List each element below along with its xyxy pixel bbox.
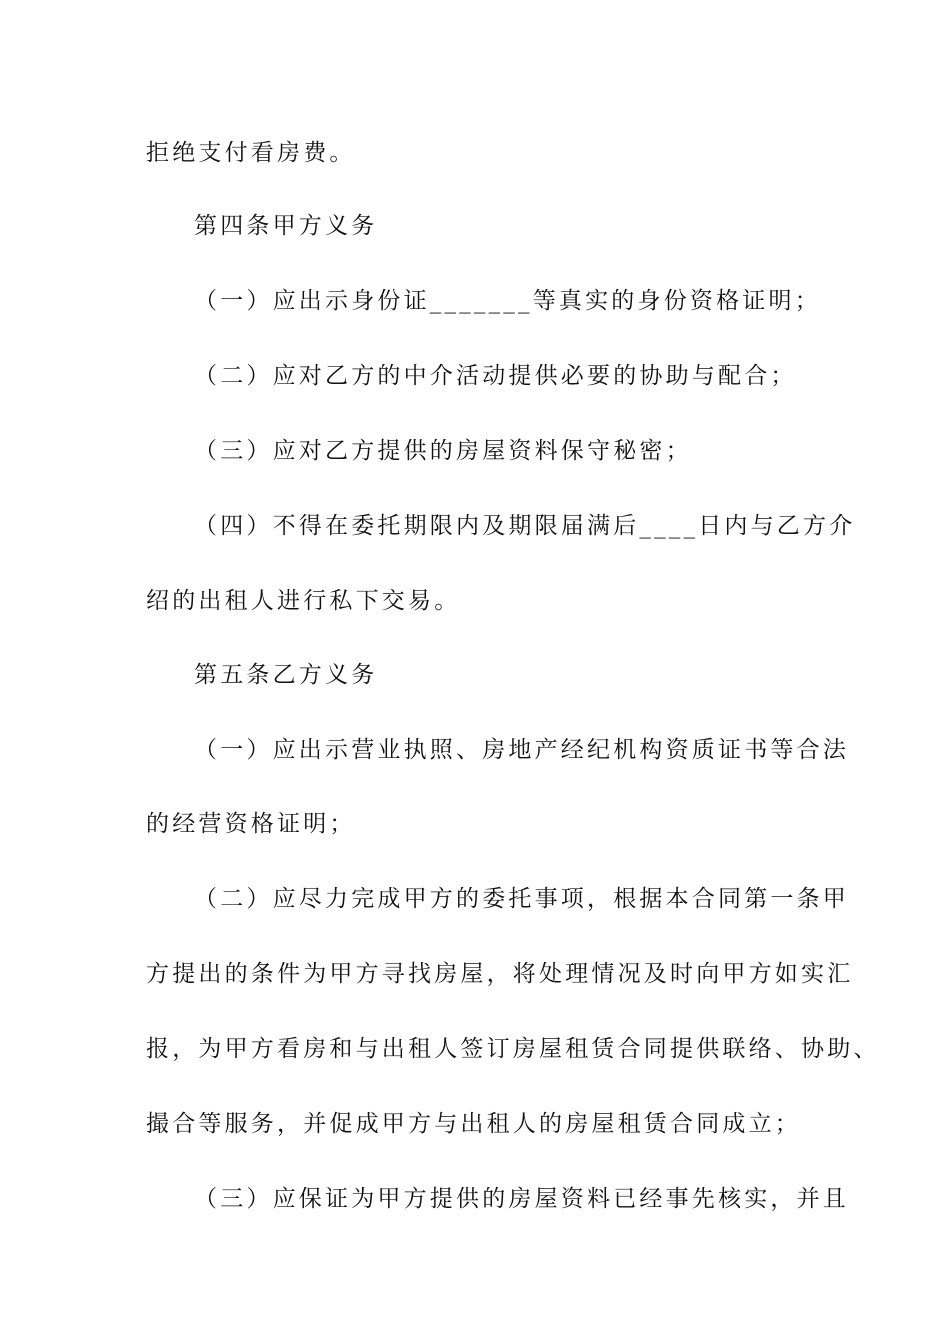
article-four-item-4-continued: 绍的出租人进行私下交易。 — [146, 588, 461, 614]
article-five-item-2-line-4: 撮合等服务，并促成甲方与出租人的房屋租赁合同成立； — [146, 1111, 801, 1137]
article-four-heading: 第四条甲方义务 — [194, 213, 378, 239]
article-five-item-1-continued: 的经营资格证明； — [146, 811, 356, 837]
article-five-item-2-line-3: 报，为甲方看房和与出租人签订房屋租赁合同提供联络、协助、 — [146, 1036, 880, 1062]
article-four-item-1: （一）应出示身份证_______等真实的身份资格证明； — [194, 288, 821, 314]
article-five-item-3: （三）应保证为甲方提供的房屋资料已经事先核实，并且 — [194, 1186, 849, 1212]
article-five-item-2: （二）应尽力完成甲方的委托事项，根据本合同第一条甲 — [194, 886, 849, 912]
article-five-item-1: （一）应出示营业执照、房地产经纪机构资质证书等合法 — [194, 737, 849, 763]
paragraph-continuation: 拒绝支付看房费。 — [146, 140, 356, 166]
article-five-item-2-line-2: 方提出的条件为甲方寻找房屋，将处理情况及时向甲方如实汇 — [146, 961, 854, 987]
article-four-item-2: （二）应对乙方的中介活动提供必要的协助与配合； — [194, 363, 797, 389]
article-four-item-4: （四）不得在委托期限内及期限届满后____日内与乙方介 — [194, 513, 856, 539]
article-five-heading: 第五条乙方义务 — [194, 662, 378, 688]
article-four-item-3: （三）应对乙方提供的房屋资料保守秘密； — [194, 438, 692, 464]
